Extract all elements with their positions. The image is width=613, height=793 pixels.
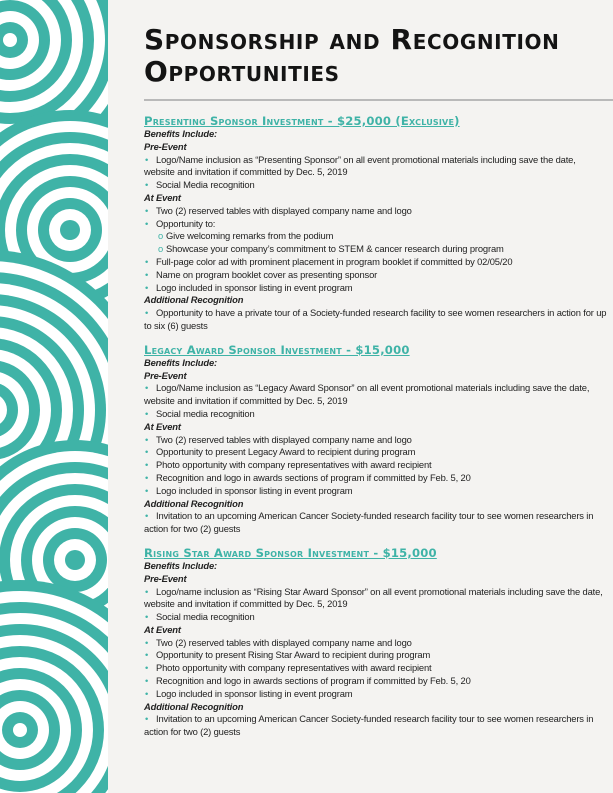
pre-event-label: Pre-Event xyxy=(144,369,187,381)
bullet-icon: • xyxy=(145,662,149,674)
bullet-icon: • xyxy=(145,382,149,394)
list-item: • Two (2) reserved tables with displayed company name and logo xyxy=(145,204,412,216)
circle-bullet-icon: o xyxy=(158,243,164,255)
list-item: • Two (2) reserved tables with displayed company name and logo xyxy=(145,433,412,445)
bullet-icon: • xyxy=(145,407,149,419)
ring-shape xyxy=(65,550,85,570)
list-item: • Social Media recognition xyxy=(145,179,255,191)
list-item: • Recognition and logo in awards sections of program if committed by Feb. 5, 20 xyxy=(145,675,471,687)
bullet-icon: • xyxy=(145,713,149,725)
sponsor-section-legacy-award xyxy=(144,343,608,536)
list-item: • Logo included in sponsor listing in event program xyxy=(145,687,353,699)
additional-recognition-label: Additional Recognition xyxy=(144,497,244,509)
bullet-icon: • xyxy=(145,636,149,648)
ring-shape xyxy=(13,723,27,737)
list-item: • Social media recognition xyxy=(145,407,255,419)
list-item: • Logo included in sponsor listing in event program xyxy=(145,281,353,293)
list-item: • Full-page color ad with prominent placement in program booklet if committed by 02/05/20 xyxy=(145,255,513,267)
sponsorship-sections xyxy=(144,114,608,749)
bullet-icon: • xyxy=(145,585,149,597)
sponsor-section-rising-star xyxy=(144,546,608,739)
at-event-label: At Event xyxy=(144,420,181,432)
list-item: • Logo/Name inclusion as “Presenting Sponsor” on all event promotional materials including save the date, website and invitation if committed by Dec. 5, 2019 xyxy=(144,153,576,178)
bullet-icon: • xyxy=(145,471,149,483)
list-item: • Name on program booklet cover as presenting sponsor xyxy=(145,268,378,280)
ring-shape xyxy=(60,220,80,240)
bullet-icon: • xyxy=(145,307,149,319)
bullet-icon: • xyxy=(145,153,149,165)
section-title: Rising Star Award Sponsor Investment - $15,000 xyxy=(144,545,437,560)
list-item: • Opportunity to present Rising Star Award to recipient during program xyxy=(145,649,431,661)
bullet-icon: • xyxy=(145,204,149,216)
bullet-icon: • xyxy=(145,255,149,267)
pre-event-label: Pre-Event xyxy=(144,572,187,584)
list-item: • Opportunity to: xyxy=(145,217,216,229)
additional-recognition-label: Additional Recognition xyxy=(144,700,244,712)
sub-list-item: o Give welcoming remarks from the podium xyxy=(158,230,334,242)
list-item: • Recognition and logo in awards sections of program if committed by Feb. 5, 20 xyxy=(145,471,471,483)
list-item: • Logo included in sponsor listing in event program xyxy=(145,484,353,496)
circle-bullet-icon: o xyxy=(158,230,164,242)
benefits-label: Benefits Include: xyxy=(144,356,217,368)
bullet-icon: • xyxy=(145,217,149,229)
sub-list-item: o Showcase your company’s commitment to STEM & cancer research during program xyxy=(158,243,504,255)
list-item: • Logo/name inclusion as “Rising Star Award Sponsor” on all event promotional materials including save the date, website and invitation if committed by Dec. 5, 2019 xyxy=(144,585,603,610)
pre-event-label: Pre-Event xyxy=(144,140,187,152)
section-title: Legacy Award Sponsor Investment - $15,000 xyxy=(144,342,410,357)
bullet-icon: • xyxy=(145,446,149,458)
list-item: • Invitation to an upcoming American Cancer Society-funded research facility tour to see women researchers in action for two (2) guests xyxy=(144,713,594,738)
bullet-icon: • xyxy=(145,611,149,623)
benefits-label: Benefits Include: xyxy=(144,559,217,571)
bullet-icon: • xyxy=(145,268,149,280)
list-item: • Opportunity to have a private tour of a Society-funded research facility to see women researchers in action for up to six (6) guests xyxy=(144,307,607,331)
list-item: • Opportunity to present Legacy Award to recipient during program xyxy=(145,446,416,458)
bullet-icon: • xyxy=(145,179,149,191)
list-item: • Photo opportunity with company representatives with award recipient xyxy=(145,662,432,674)
bullet-icon: • xyxy=(145,649,149,661)
title-divider xyxy=(144,99,613,101)
bullet-icon: • xyxy=(145,459,149,471)
list-item: • Photo opportunity with company representatives with award recipient xyxy=(145,459,432,471)
ring-shape xyxy=(3,33,17,47)
concentric-rings-graphic xyxy=(0,0,108,793)
list-item: • Logo/Name inclusion as “Legacy Award Sponsor” on all event promotional materials including save the date, website and invitation if committed by Dec. 5, 2019 xyxy=(144,382,590,407)
bullet-icon: • xyxy=(145,484,149,496)
page-title: Sponsorship and Recognition Opportunities xyxy=(144,23,560,88)
bullet-icon: • xyxy=(145,281,149,293)
section-title: Presenting Sponsor Investment - $25,000 (Exclusive) xyxy=(144,114,460,128)
bullet-icon: • xyxy=(145,675,149,687)
at-event-label: At Event xyxy=(144,623,181,635)
list-item: • Invitation to an upcoming American Cancer Society-funded research facility tour to see women researchers in action for two (2) guests xyxy=(144,510,594,535)
bullet-icon: • xyxy=(145,510,149,522)
decorative-rings-panel xyxy=(0,0,108,793)
additional-recognition-label: Additional Recognition xyxy=(144,294,244,306)
benefits-label: Benefits Include: xyxy=(144,128,217,139)
at-event-label: At Event xyxy=(144,191,181,203)
bullet-icon: • xyxy=(145,433,149,445)
sponsor-section-presenting xyxy=(144,114,608,333)
bullet-icon: • xyxy=(145,687,149,699)
list-item: • Two (2) reserved tables with displayed company name and logo xyxy=(145,636,412,648)
list-item: • Social media recognition xyxy=(145,611,255,623)
